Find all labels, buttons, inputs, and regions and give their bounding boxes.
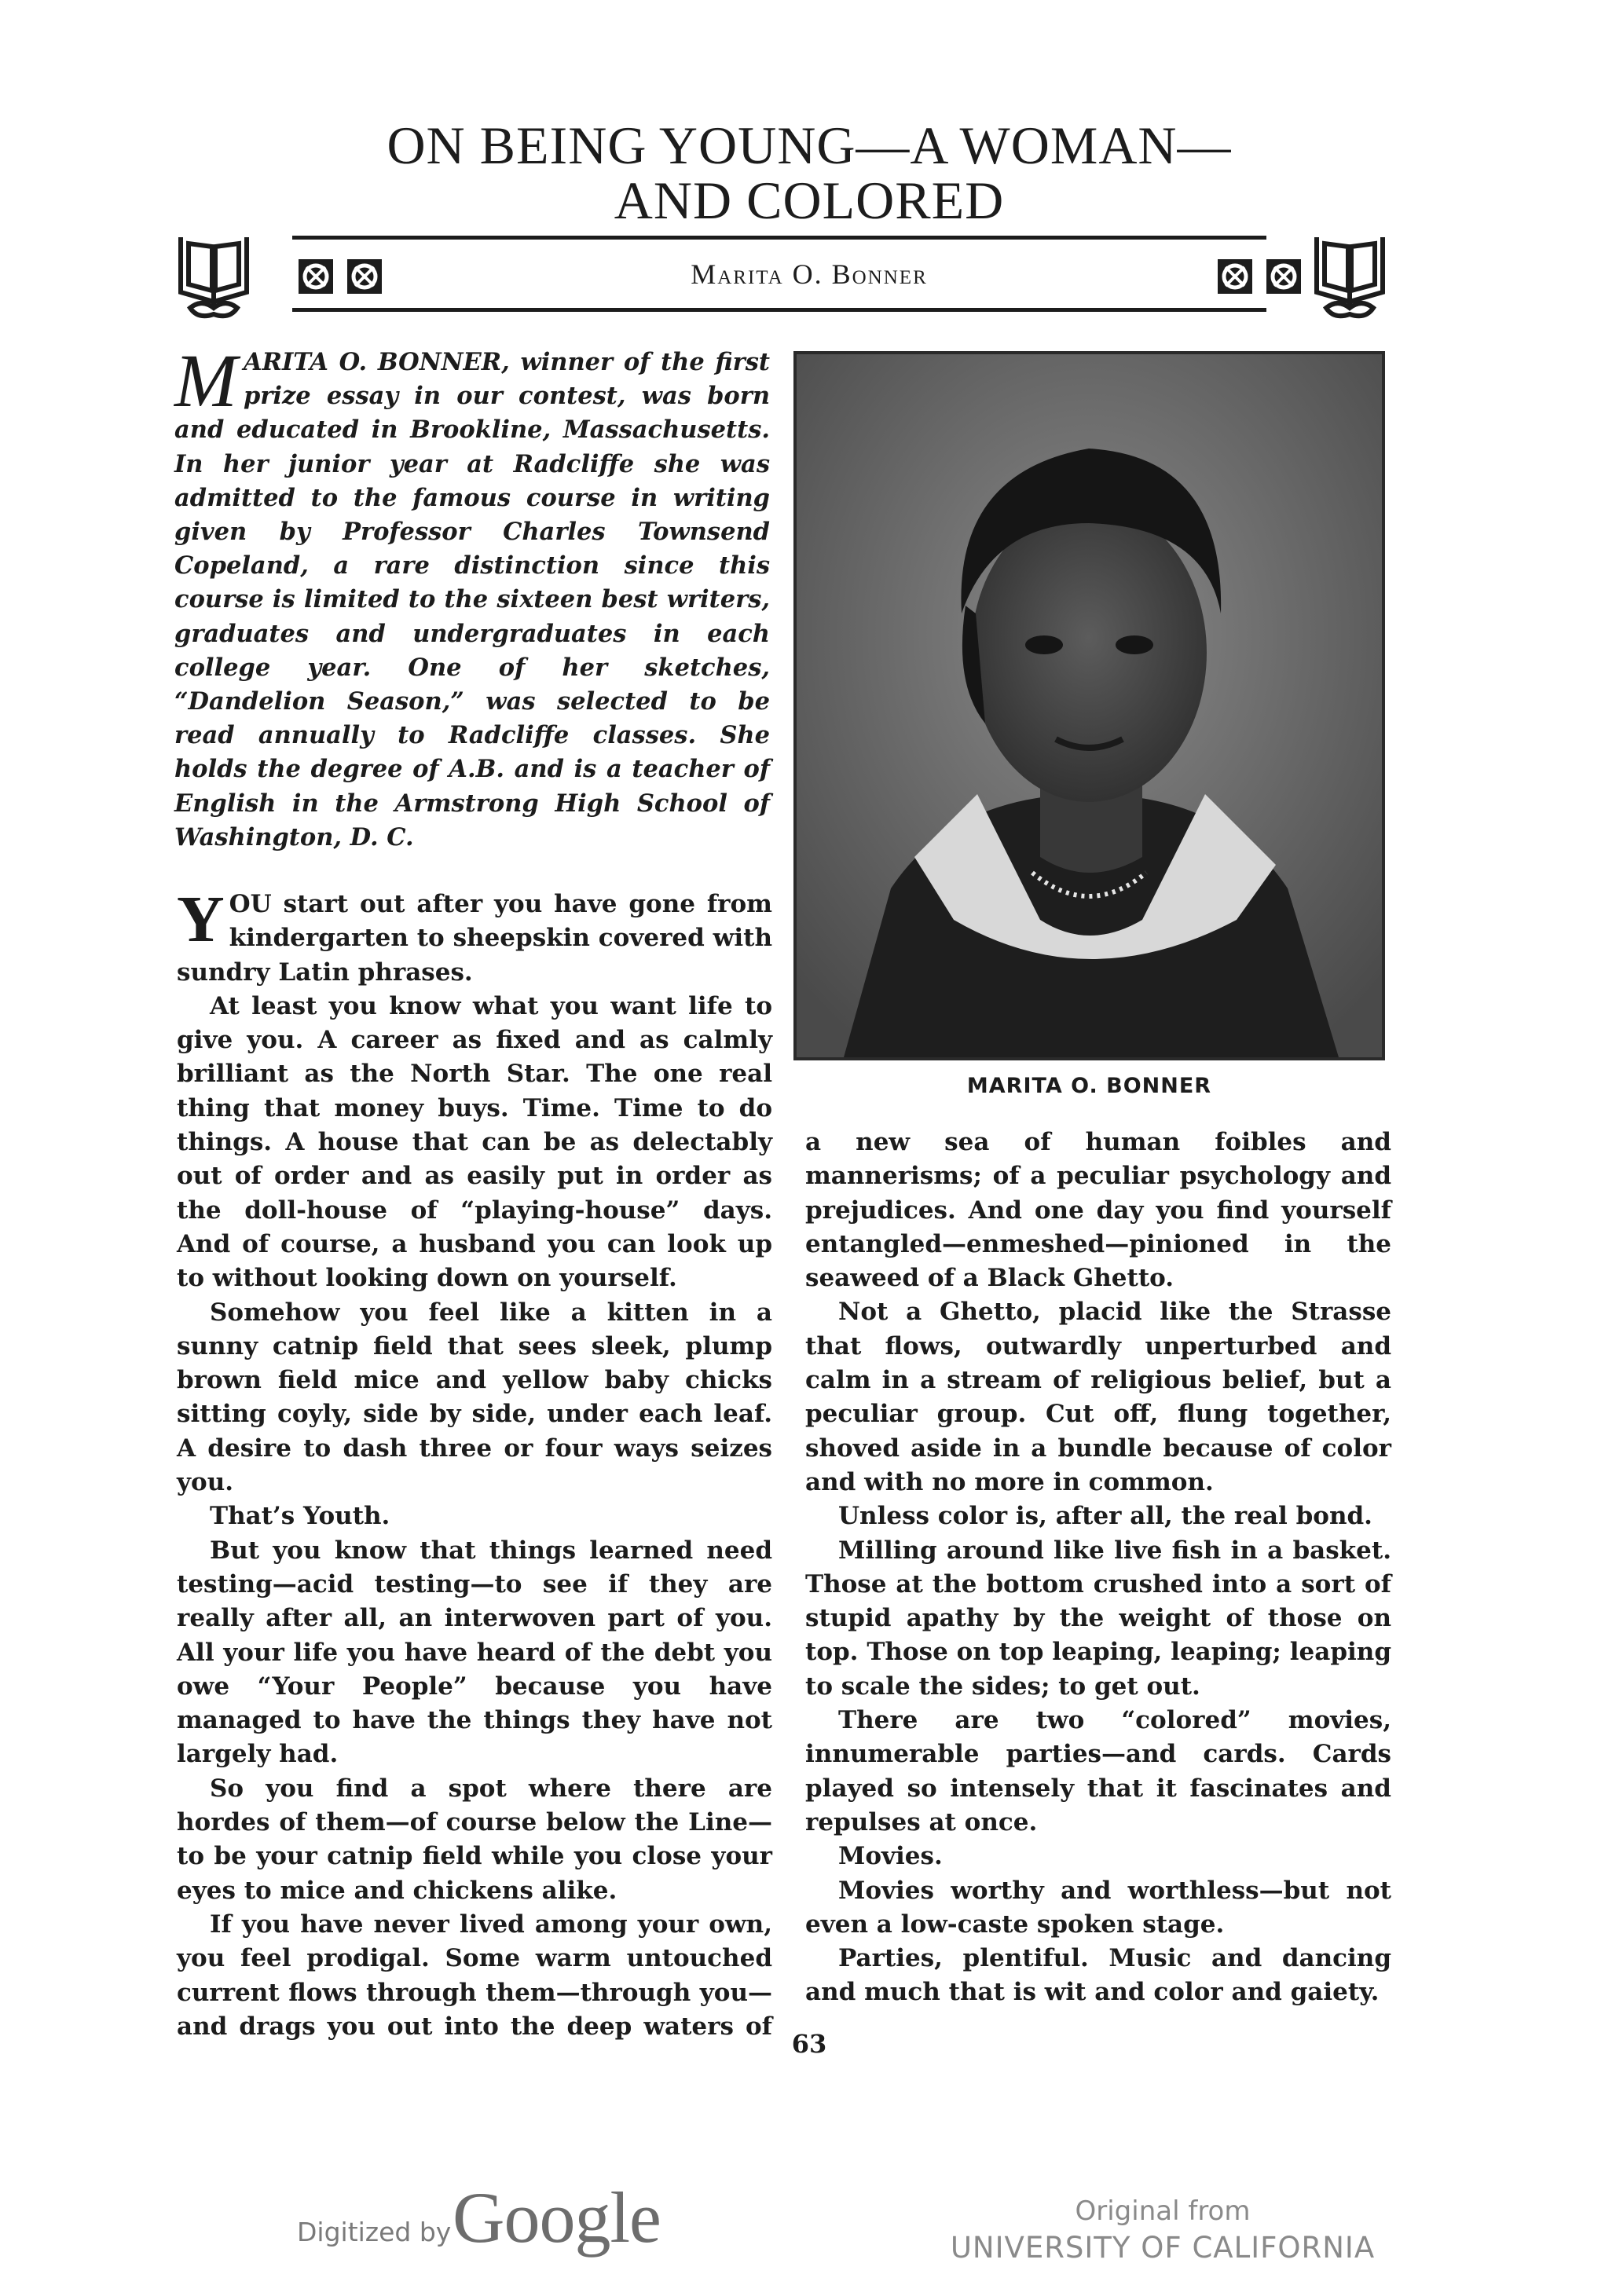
author-byline: Marita O. Bonner xyxy=(691,258,928,290)
paragraph: Unless color is, after all, the real bond. xyxy=(838,1502,1372,1531)
opening-text: start out after you have gone from kindergarten to sheepskin covered with sundry Latin phrases. xyxy=(177,890,772,987)
intro-text: ARITA O. BONNER, winner of the first prize essay in our contest, was born and educated in Brookline, Massachusetts. In her junior year at Radcliffe she was admitted to the famous course in writing given by Professor Charles Townsend Copeland, a rare distinction since this course is limited to the sixteen best writers, graduates and undergraduates in each college year. One of her sketches, “Dandelion Season,” was selected to be read annually to Radcliffe classes. She holds the degree of A.B. and is a teacher of English in the Armstrong High School of Washington, D. C. xyxy=(174,348,770,851)
paragraph: If you have never lived among your own, you feel prodigal. Some warm untouched current flows through them—through you—and drags you out into the deep waters of xyxy=(177,1910,772,2041)
paragraph: Not a Ghetto, placid like the Strasse that flows, outwardly unperturbed and calm in a stream of religious belief, but a peculiar group. Cut off, flung together, shoved aside in a bundle because of color and with no more in common. xyxy=(805,1298,1391,1496)
paragraph: Somehow you feel like a kitten in a sunny catnip field that sees sleek, plump brown field mice and yellow baby chicks sitting coyly, side by side, under each leaf. A desire to dash three or four ways seizes you. xyxy=(177,1298,772,1497)
continuation-paragraph: a new sea of human foibles and mannerisms; of a peculiar psychology and prejudices. And one day you find yourself entangled—enmeshed—pinioned in the seaweed of a Black Ghetto. xyxy=(805,1128,1391,1293)
paragraph: Movies. xyxy=(838,1842,943,1871)
title-line-2: AND COLORED xyxy=(614,170,1005,230)
paragraph: Milling around like live fish in a basket. Those at the bottom crushed into a sort of stupid apathy by the weight of those on top. Those on top leaping, leaping; leaping to scale the sides; to get out. xyxy=(805,1536,1391,1701)
photo-caption: MARITA O. BONNER xyxy=(966,1074,1212,1098)
paragraph: At least you know what you want life to give you. A career as fixed and as calmly brilliant as the North Star. The one real thing that money buys. Time. Time to do things. A house that can be as delectably out of order and as easily put in order as the doll-house of “playing-house” days. And of course, a husband you can look up to without looking down on yourself. xyxy=(177,991,772,1293)
article-title xyxy=(236,115,1383,230)
knot-ornament-icon xyxy=(297,258,335,295)
left-column xyxy=(177,883,772,2044)
intro-dropcap: M xyxy=(174,339,237,423)
right-column xyxy=(805,1126,1391,2010)
author-portrait-photo xyxy=(793,351,1385,1060)
opening-rest: OU xyxy=(229,890,272,918)
paragraph: Movies worthy and worthless—but not even a low-caste spoken stage. xyxy=(805,1876,1391,1939)
header-rule-bottom xyxy=(292,308,1266,312)
opening-dropcap: Y xyxy=(177,883,225,956)
author-intro xyxy=(174,339,770,855)
knot-ornament-icon xyxy=(346,258,383,295)
open-book-ornament-left-icon xyxy=(174,229,253,324)
institution-label: UNIVERSITY OF CALIFORNIA xyxy=(950,2231,1376,2265)
portrait-illustration xyxy=(797,354,1382,1057)
paragraph: That’s Youth. xyxy=(210,1502,390,1531)
google-logo: Google xyxy=(453,2177,661,2258)
paragraph: There are two “colored” movies, innumerable parties—and cards. Cards played so intensely that it fascinates and repulses at once. xyxy=(805,1706,1391,1836)
open-book-ornament-right-icon xyxy=(1310,229,1389,324)
page-number: 63 xyxy=(791,2029,827,2059)
knot-ornament-icon xyxy=(1265,258,1303,295)
paragraph: So you find a spot where there are hordes of them—of course below the Line—to be your catnip field while you close your eyes to mice and chickens alike. xyxy=(177,1774,772,1905)
title-line-1: ON BEING YOUNG—A WOMAN— xyxy=(387,115,1232,175)
paragraph: Parties, plentiful. Music and dancing and much that is wit and color and gaiety. xyxy=(805,1944,1391,2007)
paragraph: But you know that things learned need testing—acid testing—to see if they are really after all, an interwoven part of you. All your life you have heard of the debt you owe “Your People” because you have managed to have the things they have not largely had. xyxy=(177,1536,772,1769)
opening-paragraph xyxy=(177,883,772,990)
digitized-by-label: Digitized by xyxy=(297,2217,452,2247)
original-from-label: Original from xyxy=(1075,2195,1251,2227)
knot-ornament-icon xyxy=(1216,258,1254,295)
header-rule-top xyxy=(292,236,1266,240)
